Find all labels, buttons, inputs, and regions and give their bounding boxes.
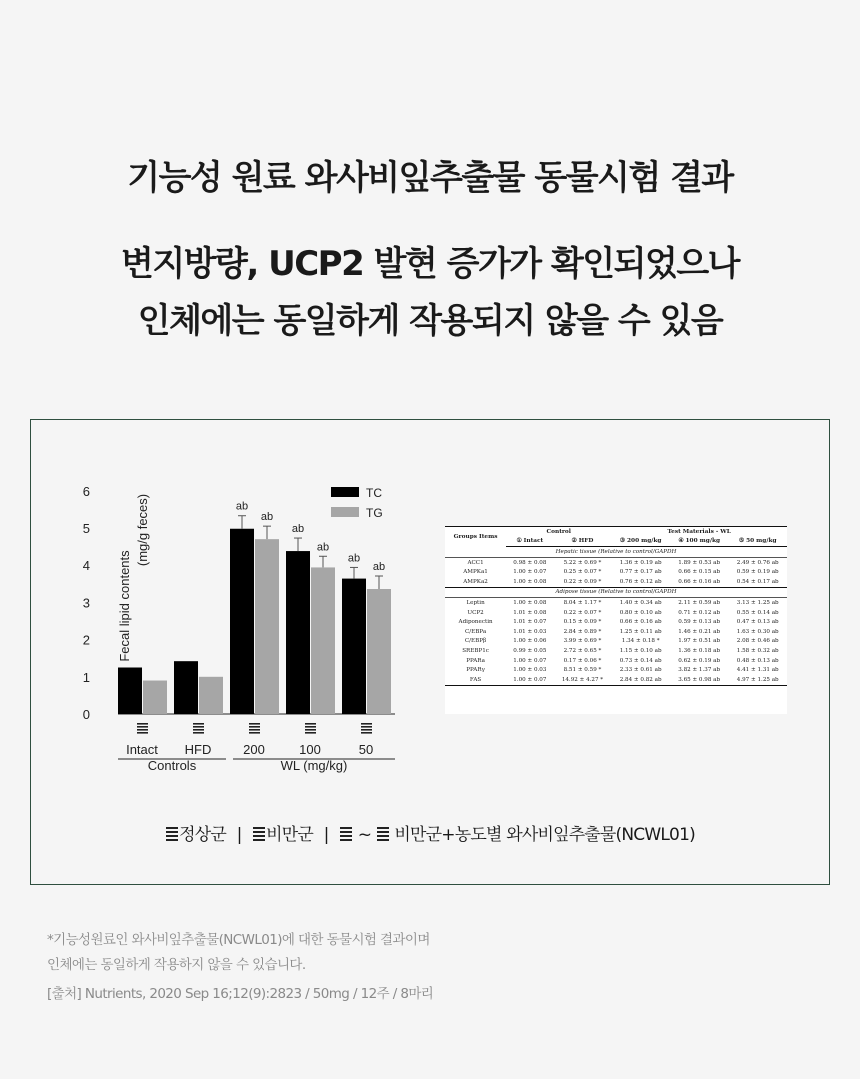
x-tick-label: Intact: [126, 742, 158, 757]
page-title: 기능성 원료 와사비잎추출물 동물시험 결과: [127, 158, 733, 198]
group-legend: [31, 820, 829, 847]
table-cell: 1.00 ± 0.03: [513, 667, 547, 674]
table-cell: 1.00 ± 0.06: [513, 638, 547, 645]
table-cell: 0.22 ± 0.07 *: [563, 609, 602, 616]
table-cell: 1.01 ± 0.08: [513, 609, 547, 616]
bar-group-icon: [249, 723, 260, 725]
table-row-label: FAS: [445, 675, 506, 685]
table-cell: 0.59 ± 0.13 ab: [678, 619, 721, 626]
table-cell: 1.34 ± 0.18 *: [621, 638, 660, 645]
table-cell: 1.63 ± 0.30 ab: [736, 628, 779, 635]
y-tick-label: 4: [82, 558, 90, 574]
table-row: [445, 577, 787, 587]
table-cell: 0.55 ± 0.14 ab: [736, 609, 779, 616]
legend-treated: 비만군+농도별 와사비잎추출물(NCWL01): [394, 825, 695, 845]
data-label: ab: [291, 523, 305, 536]
table-cell: 8.04 ± 1.17 *: [563, 599, 602, 606]
table-row-label: SREBP1c: [462, 647, 489, 654]
data-label: ab: [260, 511, 274, 524]
table-cell: 1.36 ± 0.19 ab: [619, 559, 662, 566]
table-cell: 2.72 ± 0.65 *: [563, 647, 602, 654]
table-cell: 3.65 ± 0.98 ab: [670, 675, 729, 685]
table-row: [445, 637, 787, 647]
bar-tc: [230, 529, 254, 714]
table-section-adipose: Adipose tissue (Relative to control/GAPDH: [445, 587, 787, 598]
y-tick-label: 0: [82, 707, 90, 722]
legend-separator: |: [323, 825, 329, 845]
table-cell: 2.84 ± 0.89 *: [563, 628, 602, 635]
table-cell: 4.97 ± 1.25 ab: [728, 675, 787, 685]
table-cell: 0.66 ± 0.16 ab: [619, 619, 662, 626]
bar-group-icon: [137, 723, 148, 725]
data-label: ab: [235, 500, 249, 513]
table-cell: 1.25 ± 0.11 ab: [619, 628, 662, 635]
table-row-label: AMPKa1: [463, 569, 488, 576]
footnote: [47, 928, 430, 978]
table-cell: 2.11 ± 0.59 ab: [678, 599, 721, 606]
table-colgroup-control: Control: [506, 527, 611, 537]
legend-tilde: ~: [357, 825, 372, 845]
bar-group-icon: [376, 826, 390, 847]
table-cell: 3.13 ± 1.25 ab: [736, 599, 779, 606]
bar-tg: [311, 567, 335, 714]
results-panel: [30, 419, 830, 885]
y-tick-label: 2: [82, 632, 90, 648]
table-cell: 2.84 ± 0.82 ab: [611, 675, 670, 685]
table-cell: 2.49 ± 0.76 ab: [736, 559, 779, 566]
table-cell: 14.92 ± 4.27 *: [554, 675, 612, 685]
table-cell: 1.89 ± 0.53 ab: [678, 559, 721, 566]
bar-tc: [286, 551, 310, 714]
x-tick-label: 100: [299, 742, 321, 757]
table-row: [445, 627, 787, 637]
table-col-200: ③ 200 mg/kg: [611, 537, 670, 547]
table-row-label: C/EBPβ: [464, 638, 487, 645]
bar-group-icon: [137, 726, 148, 728]
table-cell: 0.47 ± 0.13 ab: [736, 619, 779, 626]
legend-label: TG: [366, 506, 383, 520]
bar-tg: [143, 681, 167, 714]
table-row: [445, 598, 787, 608]
table-cell: 0.99 ± 0.05: [513, 647, 547, 654]
legend-swatch-tc: [331, 487, 359, 497]
table-col-50: ⑤ 50 mg/kg: [728, 537, 787, 547]
table-row-label: Leptin: [466, 599, 485, 606]
footnote-line-2: 인체에는 동일하게 작용하지 않을 수 있습니다.: [47, 957, 306, 973]
y-tick-label: 3: [82, 595, 90, 611]
table-row: [445, 617, 787, 627]
table-cell: 1.01 ± 0.07: [513, 619, 547, 626]
legend-obese: 비만군: [266, 825, 313, 845]
table-cell: 0.62 ± 0.19 ab: [678, 657, 721, 664]
bar-tc: [118, 668, 142, 715]
table-cell: 0.66 ± 0.16 ab: [678, 578, 721, 585]
table-col-intact: ① Intact: [506, 537, 553, 547]
table-row: [445, 675, 787, 685]
table-cell: 1.00 ± 0.07: [513, 657, 547, 664]
table-colgroup-test: Test Materials - WL: [611, 527, 787, 537]
bar-group-icon: [305, 726, 316, 728]
table-row: [445, 567, 787, 577]
table-cell: 0.80 ± 0.10 ab: [619, 609, 662, 616]
table-row-label: C/EBPa: [464, 628, 487, 635]
bar-group-icon: [137, 729, 148, 731]
table-cell: 1.00 ± 0.07: [506, 675, 553, 685]
table-cell: 0.25 ± 0.07 *: [563, 569, 602, 576]
table-cell: 0.54 ± 0.17 ab: [736, 578, 779, 585]
table-row-label: ACC1: [467, 559, 484, 566]
legend-normal: 정상군: [179, 825, 226, 845]
table-cell: 1.01 ± 0.03: [513, 628, 547, 635]
bar-tc: [342, 579, 366, 714]
table-cell: 0.76 ± 0.12 ab: [619, 578, 662, 585]
bar-group-icon: [305, 732, 316, 734]
table-row-label: AMPKa2: [463, 578, 488, 585]
bar-group-icon: [361, 723, 372, 725]
y-tick-label: 6: [82, 483, 90, 499]
table-cell: 2.33 ± 0.61 ab: [619, 667, 662, 674]
table-row: [445, 608, 787, 618]
table-cell: 0.22 ± 0.09 *: [563, 578, 602, 585]
y-tick-label: 5: [82, 521, 90, 536]
bar-group-icon: [305, 729, 316, 731]
table-cell: 3.82 ± 1.37 ab: [678, 667, 721, 674]
bar-group-icon: [361, 732, 372, 734]
source-citation: [출처] Nutrients, 2020 Sep 16;12(9):2823 / 50mg / 12주 / 8마리: [47, 986, 434, 1002]
y-tick-label: 1: [82, 669, 90, 685]
bar-group-icon: [305, 723, 316, 725]
bar-tg: [255, 539, 279, 714]
data-label: ab: [372, 560, 386, 573]
legend-separator: |: [236, 825, 242, 845]
bar-tg: [367, 589, 391, 714]
table-cell: 1.00 ± 0.08: [513, 599, 547, 606]
table-cell: 1.58 ± 0.32 ab: [736, 647, 779, 654]
table-cell: 1.97 ± 0.51 ab: [678, 638, 721, 645]
subtitle-line-1: 변지방량, UCP2 발현 증가가 확인되었으나: [120, 244, 740, 284]
bar-group-icon: [193, 732, 204, 734]
table-cell: 0.17 ± 0.06 *: [563, 657, 602, 664]
bar-tc: [174, 661, 198, 714]
x-tick-label: 200: [243, 742, 265, 757]
table-row: [445, 665, 787, 675]
bar-group-icon: [193, 729, 204, 731]
table-cell: 0.15 ± 0.09 *: [563, 619, 602, 626]
bar-group-icon: [361, 729, 372, 731]
fecal-lipid-chart: [31, 420, 451, 790]
table-section-hepatic: Hepatic tissue (Relative to control/GAPDH: [445, 547, 787, 558]
table-cell: 0.48 ± 0.13 ab: [736, 657, 779, 664]
gene-expression-table: [445, 526, 787, 714]
table-cell: 5.22 ± 0.69 *: [563, 559, 602, 566]
table-cell: 1.46 ± 0.21 ab: [678, 628, 721, 635]
table-col-groups: Groups Items: [445, 527, 506, 547]
group-label: WL (mg/kg): [280, 758, 348, 773]
bar-group-icon: [249, 726, 260, 728]
bar-group-icon: [249, 729, 260, 731]
table-cell: 3.99 ± 0.69 *: [563, 638, 602, 645]
table-cell: 4.41 ± 1.31 ab: [736, 667, 779, 674]
table-cell: 1.15 ± 0.10 ab: [619, 647, 662, 654]
table-cell: 2.08 ± 0.46 ab: [736, 638, 779, 645]
table-col-100: ④ 100 mg/kg: [670, 537, 729, 547]
bar-group-icon: [249, 732, 260, 734]
table-cell: 1.36 ± 0.18 ab: [678, 647, 721, 654]
table-row: [445, 656, 787, 666]
table-cell: 0.66 ± 0.15 ab: [678, 569, 721, 576]
table-row-label: PPARγ: [466, 667, 485, 674]
table-cell: 8.51 ± 0.59 *: [563, 667, 602, 674]
data-label: ab: [347, 552, 361, 565]
table-row: [445, 646, 787, 656]
x-tick-label: 50: [358, 742, 374, 757]
page-subtitle: [0, 236, 860, 350]
y-axis-label: Fecal lipid contents: [117, 550, 132, 662]
legend-swatch-tg: [331, 507, 359, 517]
y-axis-label-unit: (mg/g feces): [135, 493, 150, 567]
bar-group-icon: [339, 826, 353, 847]
x-tick-label: HFD: [184, 742, 212, 757]
group-label: Controls: [147, 758, 197, 773]
table-cell: 0.59 ± 0.19 ab: [736, 569, 779, 576]
bar-group-icon: [193, 723, 204, 725]
table-cell: 1.00 ± 0.07: [513, 569, 547, 576]
table-cell: 1.00 ± 0.08: [513, 578, 547, 585]
table-cell: 0.77 ± 0.17 ab: [619, 569, 662, 576]
bar-group-icon: [252, 826, 266, 847]
table-row: [445, 557, 787, 567]
table-cell: 0.71 ± 0.12 ab: [678, 609, 721, 616]
legend-label: TC: [366, 486, 382, 500]
table-cell: 0.98 ± 0.08: [513, 559, 547, 566]
table-row-label: PPARa: [466, 657, 485, 664]
bar-group-icon: [165, 826, 179, 847]
table-row-label: UCP2: [467, 609, 484, 616]
table-cell: 0.73 ± 0.14 ab: [619, 657, 662, 664]
footnote-line-1: *기능성원료인 와사비잎추출물(NCWL01)에 대한 동물시험 결과이며: [47, 932, 430, 948]
data-label: ab: [316, 541, 330, 554]
bar-group-icon: [137, 732, 148, 734]
bar-group-icon: [361, 726, 372, 728]
bar-group-icon: [193, 726, 204, 728]
bar-tg: [199, 677, 223, 714]
table-col-hfd: ② HFD: [554, 537, 612, 547]
table-row-label: Adiponectin: [458, 619, 493, 626]
subtitle-line-2: 인체에는 동일하게 작용되지 않을 수 있음: [137, 301, 723, 341]
table-cell: 1.40 ± 0.34 ab: [619, 599, 662, 606]
